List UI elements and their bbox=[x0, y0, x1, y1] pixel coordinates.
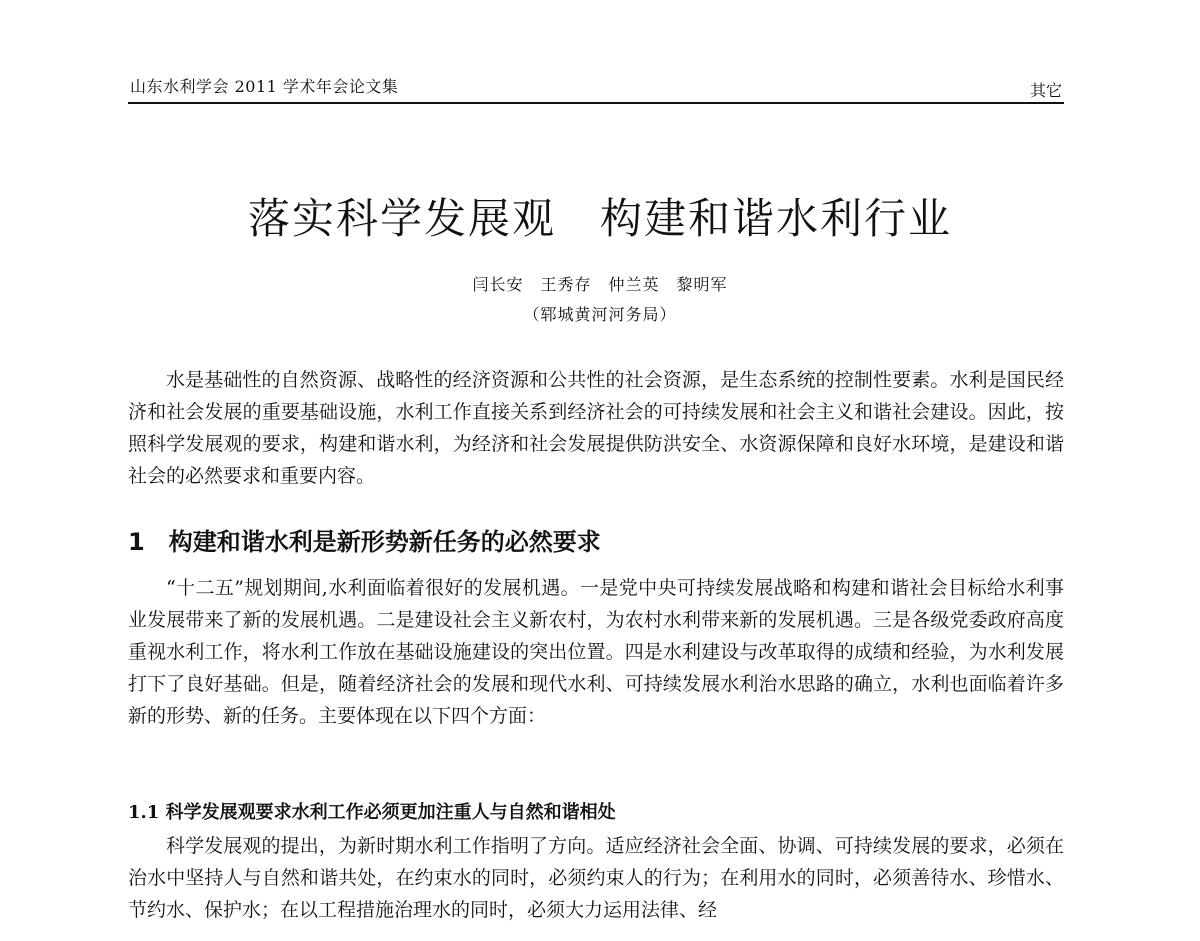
intro-paragraph: 水是基础性的自然资源、战略性的经济资源和公共性的社会资源，是生态系统的控制性要素。水利是国民经济和社会发展的重要基础设施，水利工作直接关系到经济社会的可持续发展和社会主义和谐社会建设。因此，按照科学发展观的要求，构建和谐水利，为经济和社会发展提供防洪安全、水资源保障和良好水环境，是建设和谐社会的必然要求和重要内容。 bbox=[128, 369, 1064, 487]
section-1-1-paragraph: 科学发展观的提出，为新时期水利工作指明了方向。适应经济社会全面、协调、可持续发展的要求，必须在治水中坚持人与自然和谐共处，在约束水的同时，必须约束人的行为；在利用水的同时，必须善待水、珍惜水、节约水、保护水；在以工程措施治理水的同时，必须大力运用法律、经 bbox=[128, 835, 1064, 921]
section-tag: 其它 bbox=[1029, 81, 1062, 100]
author-affiliation: （郓城黄河河务局） bbox=[523, 305, 677, 324]
article-title: 落实科学发展观 构建和谐水利行业 bbox=[247, 194, 952, 243]
running-header bbox=[128, 72, 1064, 104]
section-1-heading: 1 构建和谐水利是新形势新任务的必然要求 bbox=[128, 528, 601, 556]
section-1-paragraph: “十二五”规划期间,水利面临着很好的发展机遇。一是党中央可持续发展战略和构建和谐社会目标给水利事业发展带来了新的发展机遇。二是建设社会主义新农村，为农村水利带来新的发展机遇。三是各级党委政府高度重视水利工作，将水利工作放在基础设施建设的突出位置。四是水利建设与改革取得的成绩和经验，为水利发展打下了良好基础。但是，随着经济社会的发展和现代水利、可持续发展水利治水思路的确立，水利也面临着许多新的形势、新的任务。主要体现在以下四个方面： bbox=[128, 577, 1064, 727]
journal-name: 山东水利学会 2011 学术年会论文集 bbox=[130, 77, 399, 96]
author-list: 闫长安 王秀存 仲兰英 黎明军 bbox=[472, 275, 728, 294]
section-1-1-heading: 1.1 科学发展观要求水利工作必须更加注重人与自然和谐相处 bbox=[128, 802, 616, 823]
